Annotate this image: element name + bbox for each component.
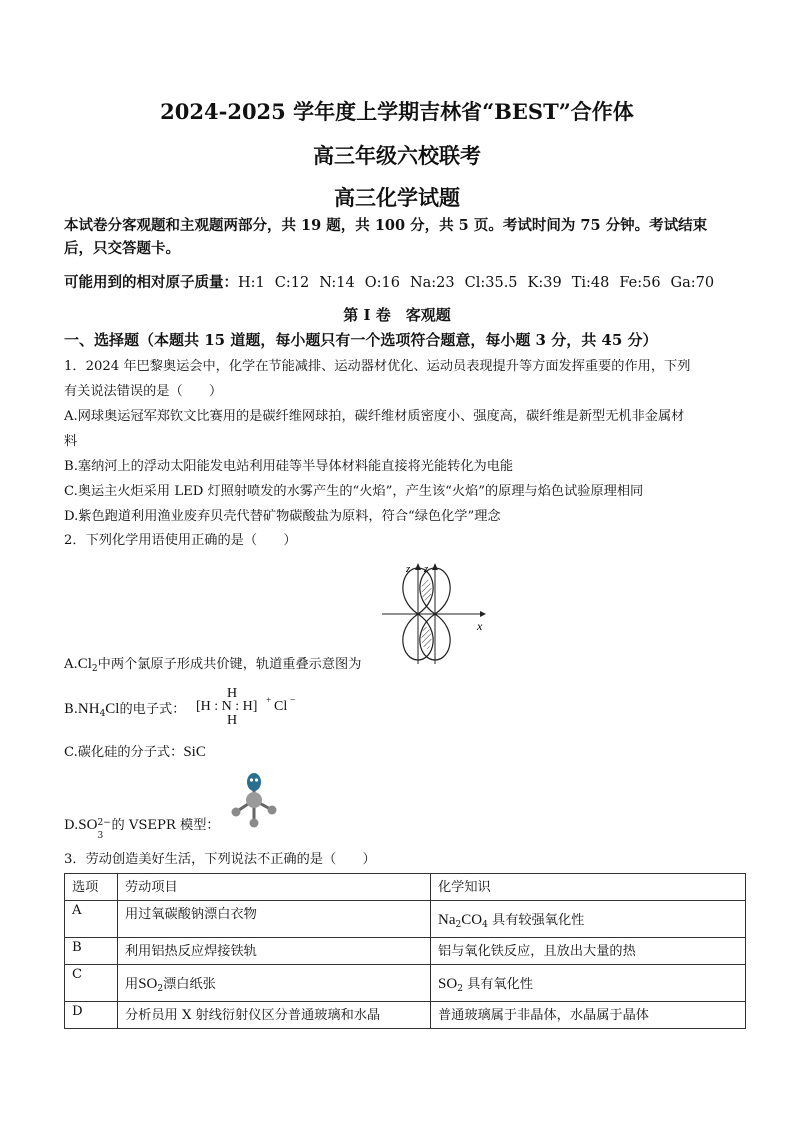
q2-option-c: C.碳化硅的分子式：SiC bbox=[64, 744, 206, 760]
efm-plus: + bbox=[266, 695, 272, 705]
table-header-row bbox=[65, 874, 746, 901]
q1-option-b: B.塞纳河上的浮动太阳能发电站利用硅等半导体材料能直接将光能转化为电能 bbox=[64, 459, 514, 474]
efm-bottom-h: H bbox=[227, 713, 238, 728]
mass-item: O:16 bbox=[364, 275, 400, 291]
exam-title-line2: 高三年级六校联考 bbox=[313, 143, 481, 168]
table-cell-option: D bbox=[65, 1002, 118, 1029]
exam-instructions: 本试卷分客观题和主观题两部分，共 19 题，共 100 分，共 5 页。考试时间为 75 分钟。考试结束后，只交答题卡。 bbox=[64, 217, 708, 257]
table-cell-option: C bbox=[65, 965, 118, 1002]
exam-title-line3: 高三化学试题 bbox=[334, 185, 460, 210]
efm-minus: − bbox=[290, 695, 296, 706]
axis-label-x: x bbox=[477, 619, 483, 633]
mass-item: Fe:56 bbox=[619, 275, 661, 291]
atomic-masses-label: 可能用到的相对原子质量： bbox=[64, 274, 238, 291]
q1-option-c: C.奥运主火炬采用 LED 灯照射喷发的水雾产生的“火焰”，产生该“火焰”的原理与焰色试验原理相同 bbox=[64, 484, 644, 499]
mass-item: Ga:70 bbox=[670, 275, 715, 291]
table-cell-option: A bbox=[65, 901, 118, 938]
q2-option-a: $A.Cl_2$中两个氯原子形成共价键，轨道重叠示意图为 bbox=[64, 656, 362, 674]
q3-stem: 3．劳动创造美好生活，下列说法不正确的是（ ） bbox=[64, 852, 376, 867]
mass-item: K:39 bbox=[527, 275, 562, 291]
axis-label-z1: z bbox=[406, 563, 411, 575]
q2-stem: 2．下列化学用语使用正确的是（ ） bbox=[64, 533, 297, 548]
orbital-overlap-diagram bbox=[380, 560, 490, 668]
q1-option-d: D.紫色跑道利用渔业废弃贝壳代替矿物碳酸盐为原料，符合“绿色化学”理念 bbox=[64, 509, 501, 524]
table-cell-item: 用$SO_2$漂白纸张 bbox=[118, 965, 431, 1002]
table-row bbox=[65, 965, 746, 1002]
axis-label-z2: z bbox=[424, 563, 429, 575]
q1-stem-line2: 有关说法错误的是（ ） bbox=[64, 384, 223, 399]
q2-option-d: D.SO 2− 3 的 VSEPR 模型： bbox=[64, 817, 220, 841]
table-cell-knowledge: $SO_2$ 具有氧化性 bbox=[431, 965, 746, 1002]
table-row bbox=[65, 1002, 746, 1029]
table-header-cell: 选项 bbox=[65, 874, 118, 901]
mass-item: Cl:35.5 bbox=[464, 275, 518, 291]
q3-table bbox=[64, 873, 746, 1029]
part-heading: 第 I 卷 客观题 bbox=[343, 306, 451, 324]
mass-item: Ti:48 bbox=[571, 275, 610, 291]
q2-option-b: $B.NH_4Cl$的电子式： bbox=[64, 701, 186, 719]
table-row bbox=[65, 901, 746, 938]
mass-item: Na:23 bbox=[409, 275, 455, 291]
table-header-cell: 劳动项目 bbox=[118, 874, 431, 901]
q1-stem-line1: 1．2024 年巴黎奥运会中，化学在节能减排、运动器材优化、运动员表现提升等方面发挥重要的作用，下列 bbox=[64, 359, 691, 374]
table-cell-item: 用过氧碳酸钠漂白衣物 bbox=[118, 901, 431, 938]
atomic-masses bbox=[64, 272, 754, 294]
table-header-cell: 化学知识 bbox=[431, 874, 746, 901]
table-cell-knowledge: $Na_2CO_4$ 具有较强氧化性 bbox=[431, 901, 746, 938]
table-cell-item: 分析员用 X 射线衍射仪区分普通玻璃和水晶 bbox=[118, 1002, 431, 1029]
table-cell-item: 利用铝热反应焊接铁轨 bbox=[118, 938, 431, 965]
q1-option-a-line1: A.网球奥运冠军郑钦文比赛用的是碳纤维网球拍，碳纤维材质密度小、强度高，碳纤维是新型无机非金属材 bbox=[64, 409, 685, 424]
table-cell-knowledge: 铝与氧化铁反应，且放出大量的热 bbox=[431, 938, 746, 965]
efm-main: [H : N : H] bbox=[196, 699, 258, 714]
efm-cl: Cl bbox=[274, 699, 288, 714]
mass-item: N:14 bbox=[319, 275, 355, 291]
table-row bbox=[65, 938, 746, 965]
table-cell-knowledge: 普通玻璃属于非晶体，水晶属于晶体 bbox=[431, 1002, 746, 1029]
exam-title-line1: 2024-2025 学年度上学期吉林省“BEST”合作体 bbox=[160, 99, 634, 124]
electron-formula bbox=[196, 686, 306, 730]
table-cell-option: B bbox=[65, 938, 118, 965]
section-heading: 一、选择题（本题共 15 道题，每小题只有一个选项符合题意，每小题 3 分，共 45 分） bbox=[64, 331, 658, 349]
central-atom-ball bbox=[246, 792, 262, 808]
mass-item: H:1 bbox=[238, 275, 265, 291]
mass-item: C:12 bbox=[274, 275, 310, 291]
q1-option-a-line2: 料 bbox=[64, 434, 78, 449]
lone-pair-lobe bbox=[247, 773, 261, 791]
efm-top-h: H bbox=[227, 686, 238, 701]
